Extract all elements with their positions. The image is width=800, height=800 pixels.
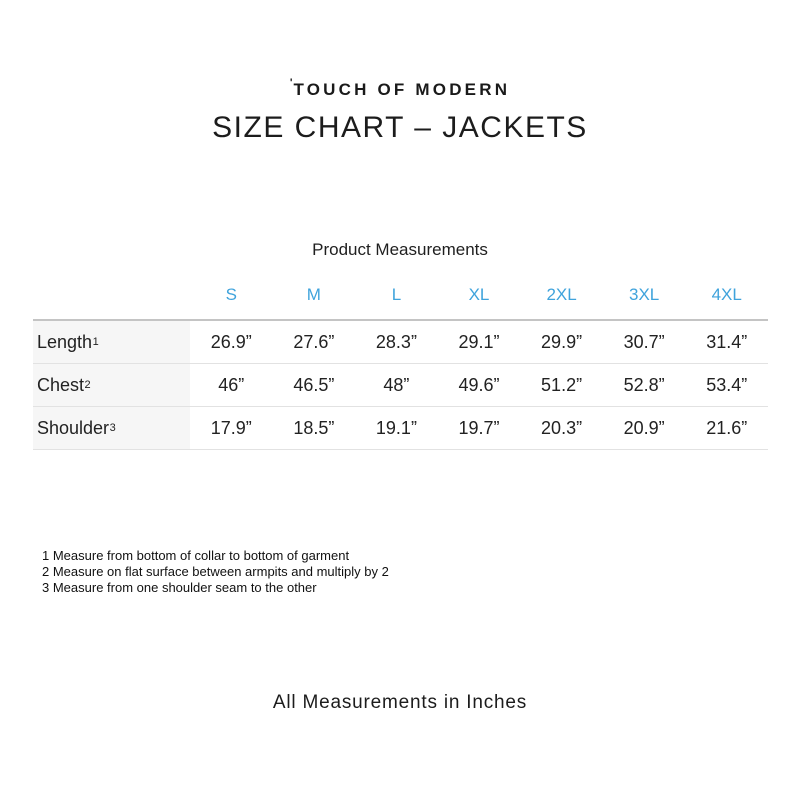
row-label: Length 1 [33,321,190,363]
measurement-cell: 31.4” [706,331,748,352]
measurement-cell: 52.8” [623,374,665,395]
measurement-cell: 20.9” [623,417,665,438]
size-column-header: 2XL [546,285,577,304]
footnote: 3 Measure from one shoulder seam to the other [42,580,317,595]
row-label-text: Length [37,331,93,352]
measurement-cell: 17.9” [210,417,252,438]
measurement-cell: 30.7” [623,331,665,352]
table-subtitle: Product Measurements [312,240,488,259]
measurement-cell: 27.6” [293,331,335,352]
footer-note: All Measurements in Inches [272,692,528,713]
measurement-cell: 53.4” [706,374,748,395]
size-column-header: M [306,285,321,304]
measurement-cell: 51.2” [541,374,583,395]
measurement-cell: 28.3” [375,331,417,352]
measurement-cell: 19.7” [458,417,500,438]
brand-logo-text: TOUCH OF MODERN [293,80,511,99]
measurement-cell: 18.5” [293,417,335,438]
row-label: Shoulder 3 [33,407,190,449]
row-label: Chest 2 [33,364,190,406]
table-row-length [33,321,768,364]
measurement-cell: 46” [218,374,245,395]
footnote: 1 Measure from bottom of collar to bottom of garment [42,548,350,563]
size-header-row [33,285,768,305]
measurement-cell: 26.9” [210,331,252,352]
measurement-cell: 21.6” [706,417,748,438]
measurement-cell: 19.1” [375,417,417,438]
table-row-chest [33,364,768,407]
size-column-header: 3XL [629,285,660,304]
measurement-cell: 48” [383,374,410,395]
logo-tick-mark: ' [289,77,293,89]
size-header-spacer [33,285,190,305]
measurement-cell: 29.1” [458,331,500,352]
footnotes-block [42,548,389,596]
size-column-header: S [225,285,237,304]
page-title: SIZE CHART – JACKETS [212,111,588,144]
table-row-shoulder [33,407,768,450]
row-label-text: Shoulder [37,417,110,438]
brand-logo [0,77,800,100]
measurement-cell: 29.9” [541,331,583,352]
row-label-text: Chest [37,374,85,395]
measurement-cell: 49.6” [458,374,500,395]
size-column-header: XL [468,285,490,304]
footnote: 2 Measure on flat surface between armpits and multiply by 2 [42,564,389,579]
size-column-header: 4XL [711,285,742,304]
measurements-table [33,319,768,450]
size-column-header: L [391,285,402,304]
measurement-cell: 20.3” [541,417,583,438]
measurement-cell: 46.5” [293,374,335,395]
